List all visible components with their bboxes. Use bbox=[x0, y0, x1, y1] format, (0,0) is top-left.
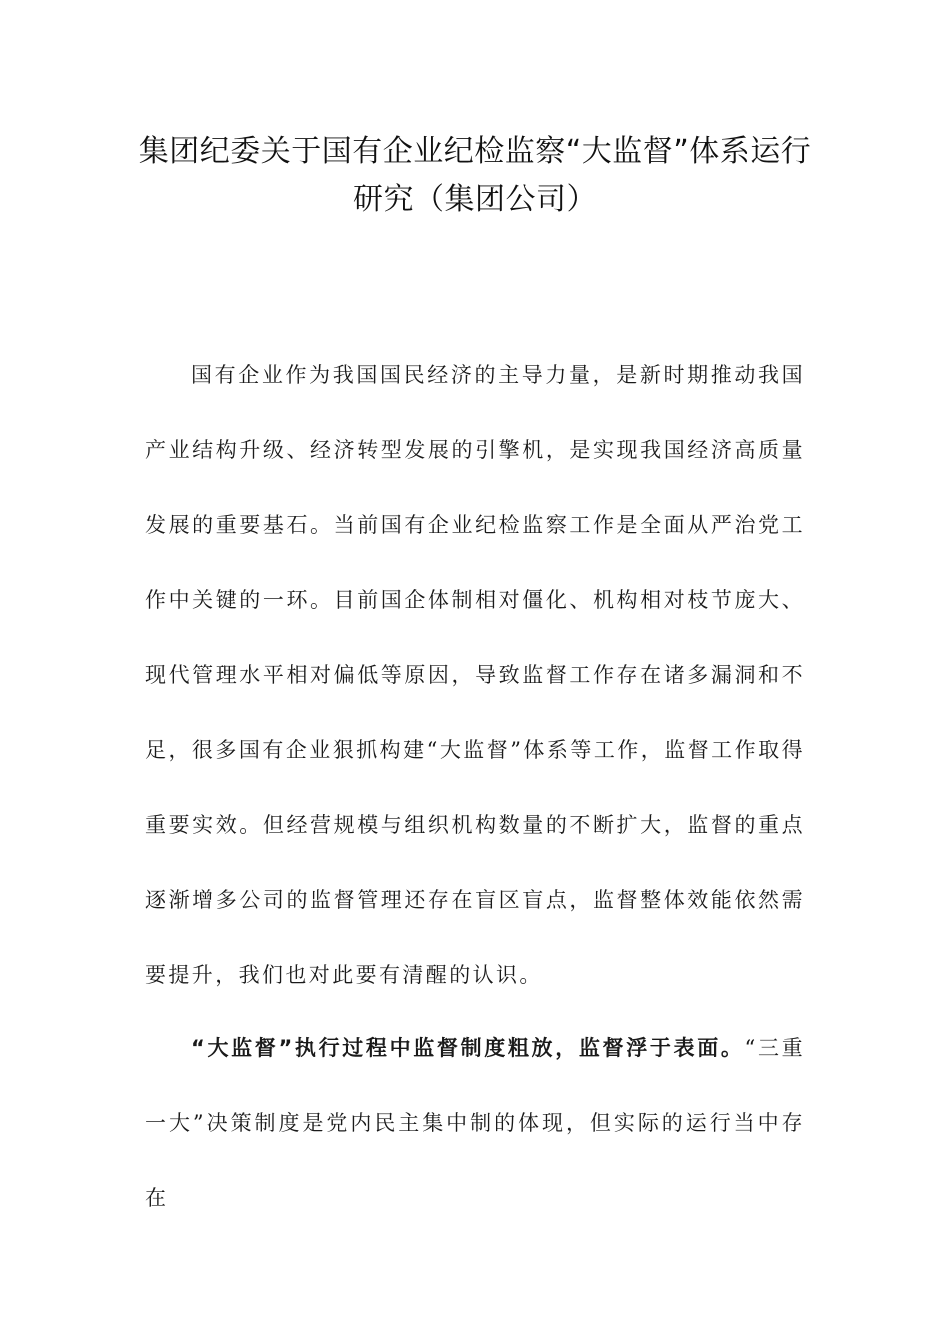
document-title-line2: 研究（集团公司） bbox=[353, 182, 597, 217]
paragraph-section-text: “三重一大”决策制度是党内民主集中制的体现，但实际的运行当中存在 bbox=[145, 1036, 806, 1210]
paragraph-section bbox=[145, 1011, 805, 1236]
paragraph-section-heading: “大监督”执行过程中监督制度粗放，监督浮于表面。 bbox=[191, 1036, 745, 1060]
document-title-line1: 集团纪委关于国有企业纪检监察“大监督”体系运行 bbox=[138, 134, 812, 169]
paragraph-intro: 国有企业作为我国国民经济的主导力量，是新时期推动我国产业结构升级、经济转型发展的引擎机，是实现我国经济高质量发展的重要基石。当前国有企业纪检监察工作是全面从严治党工作中关键的一环。目前国企体制相对僵化、机构相对枝节庞大、现代管理水平相对偏低等原因，导致监督工作存在诸多漏洞和不足，很多国有企业狠抓构建“大监督”体系等工作，监督工作取得重要实效。但经营规模与组织机构数量的不断扩大，监督的重点逐渐增多公司的监督管理还存在盲区盲点，监督整体效能依然需要提升，我们也对此要有清醒的认识。 bbox=[145, 363, 805, 987]
